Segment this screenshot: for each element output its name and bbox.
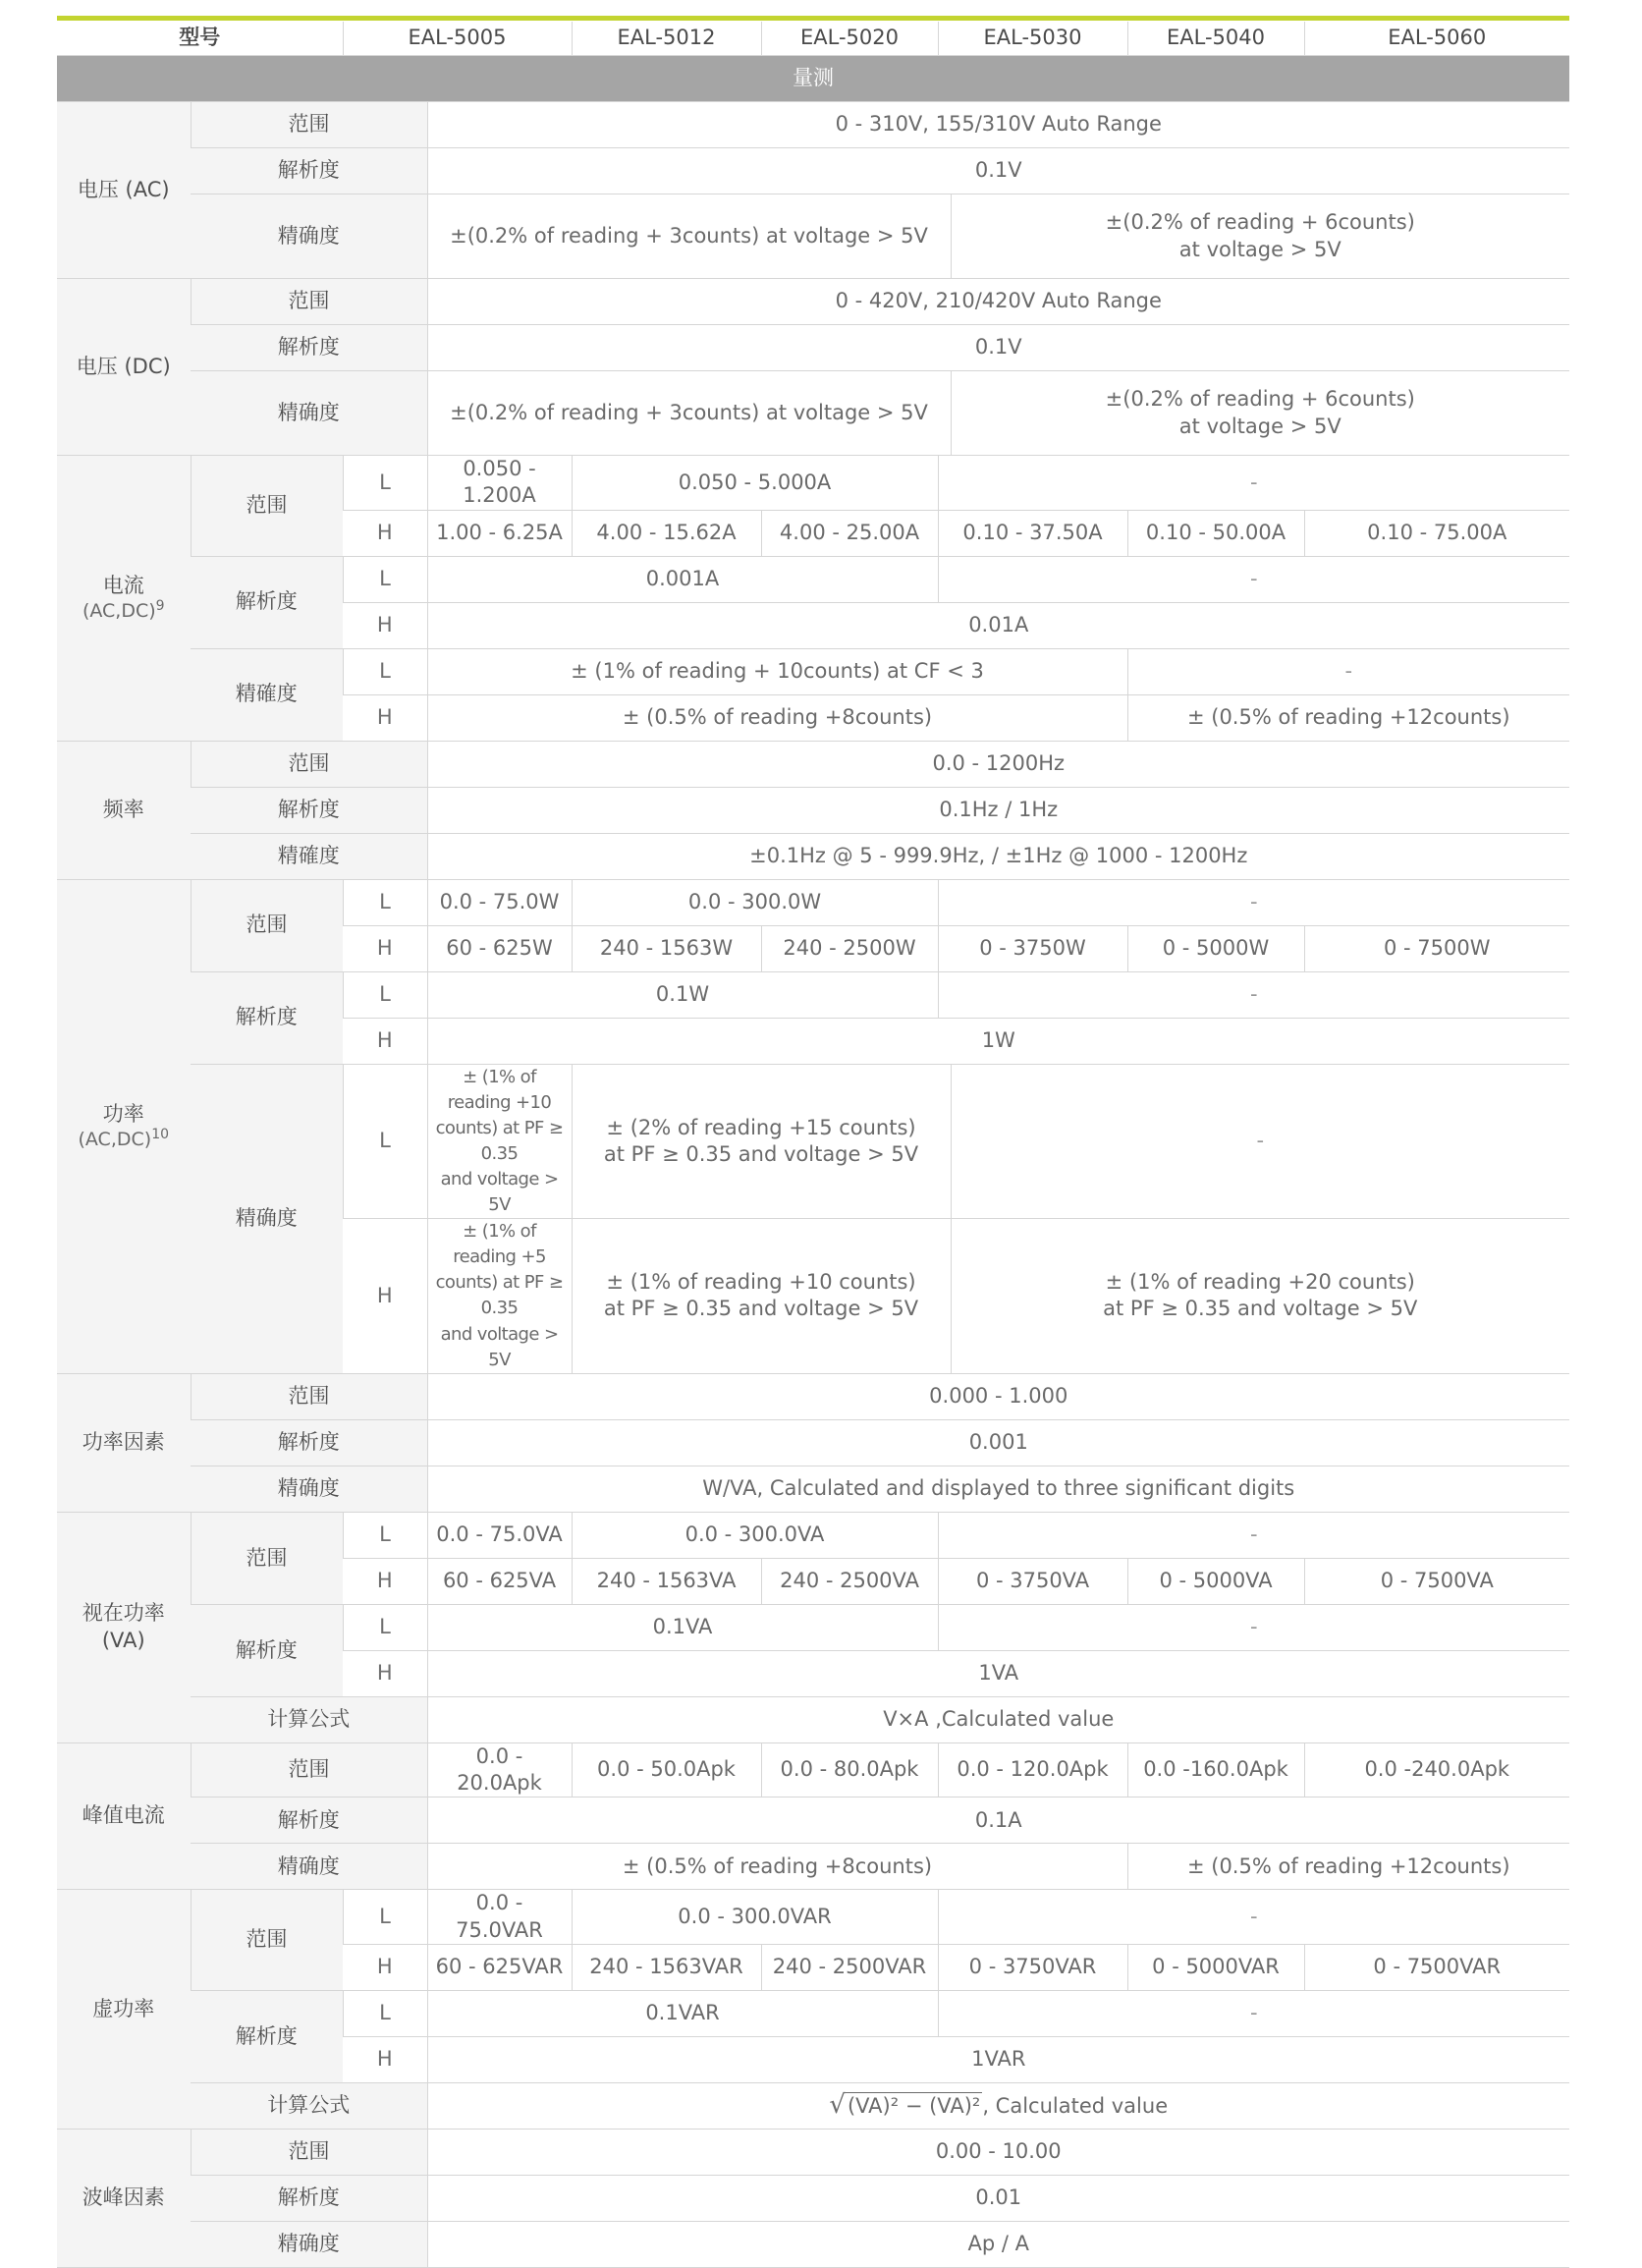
value-cell: - (938, 556, 1569, 602)
category-note-text: (AC,DC) (78, 1128, 152, 1150)
current-acc-l-row (57, 648, 1569, 694)
value-cell: V×A ,Calculated value (427, 1696, 1569, 1742)
param-label: 解析度 (191, 1990, 343, 2082)
param-label: 解析度 (191, 1798, 427, 1844)
value-cell: - (938, 879, 1569, 925)
level-high-label: H (343, 1944, 427, 1990)
value-cell: 0.0 - 50.0Apk (572, 1742, 761, 1798)
param-label: 解析度 (191, 971, 343, 1064)
param-label: 范围 (191, 2129, 427, 2175)
value-cell: 0.0 - 1200Hz (427, 741, 1569, 787)
value-cell: 240 - 1563VA (572, 1558, 761, 1604)
param-label: 精确度 (191, 1466, 427, 1512)
level-low-label: L (343, 1512, 427, 1558)
value-cell: ±(0.2% of reading + 3counts) at voltage > 5V (427, 371, 951, 456)
value-cell: 0 - 420V, 210/420V Auto Range (427, 279, 1569, 325)
value-cell: 0.050 - 1.200A (427, 456, 572, 511)
frequency-accuracy-row (57, 833, 1569, 879)
value-cell: - (938, 1512, 1569, 1558)
value-cell: 0.01 (427, 2175, 1569, 2221)
value-cell: 0 - 7500VAR (1304, 1944, 1569, 1990)
value-cell: 240 - 2500W (761, 925, 938, 971)
power-factor-resolution-row (57, 1419, 1569, 1466)
value-cell: 0 - 3750W (938, 925, 1127, 971)
level-low-label: L (343, 1064, 427, 1219)
reactive-power-formula-row (57, 2082, 1569, 2129)
value-cell: 0 - 7500VA (1304, 1558, 1569, 1604)
value-line: at voltage > 5V (1178, 237, 1341, 261)
level-high-label: H (343, 925, 427, 971)
value-cell: 0 - 5000W (1127, 925, 1304, 971)
category-name: 功率 (102, 1101, 144, 1126)
value-cell: 0.10 - 50.00A (1127, 510, 1304, 556)
value-cell: 60 - 625VAR (427, 1944, 572, 1990)
value-cell: 0.0 - 120.0Apk (938, 1742, 1127, 1798)
level-high-label: H (343, 1650, 427, 1696)
value-cell: 0.0 - 300.0VA (572, 1512, 938, 1558)
value-cell: - (938, 971, 1569, 1018)
value-cell: - (938, 1604, 1569, 1650)
category-label: 电压 (DC) (57, 279, 191, 456)
param-label: 解析度 (191, 787, 427, 833)
level-high-label: H (343, 602, 427, 648)
value-cell: - (951, 1064, 1569, 1219)
value-cell: 0.0 -240.0Apk (1304, 1742, 1569, 1798)
value-line: ± (1% of reading +5 (453, 1221, 546, 1268)
param-label: 精确度 (191, 1064, 343, 1373)
value-cell: 0.0 - 80.0Apk (761, 1742, 938, 1798)
power-res-l-row (57, 971, 1569, 1018)
param-label: 范围 (191, 1890, 343, 1991)
value-cell: 0.0 - 300.0VAR (572, 1890, 938, 1945)
section-title: 量测 (57, 56, 1569, 102)
level-low-label: L (343, 879, 427, 925)
square-root-formula (829, 2089, 982, 2123)
category-label: 视在功率 (VA) (57, 1512, 191, 1742)
param-label: 精确度 (191, 1844, 427, 1890)
frequency-resolution-row (57, 787, 1569, 833)
value-line: at PF ≥ 0.35 and voltage > 5V (603, 1141, 919, 1166)
value-line: counts) at PF ≥ 0.35 (435, 1117, 564, 1164)
category-label: 功率因素 (57, 1373, 191, 1512)
level-high-label: H (343, 510, 427, 556)
section-header-row (57, 56, 1569, 102)
value-cell: - (1127, 648, 1569, 694)
value-line: ± (2% of reading +15 counts) (606, 1115, 916, 1139)
param-label: 范围 (191, 1512, 343, 1604)
value-line: at voltage > 5V (1178, 414, 1341, 438)
param-label: 解析度 (191, 1419, 427, 1466)
value-cell (572, 1064, 951, 1219)
model-name: EAL-5060 (1304, 22, 1569, 56)
crest-factor-range-row (57, 2129, 1569, 2175)
model-name: EAL-5030 (938, 22, 1127, 56)
value-cell: ±0.1Hz @ 5 - 999.9Hz, / ±1Hz @ 1000 - 1200Hz (427, 833, 1569, 879)
voltage-ac-accuracy-row (57, 194, 1569, 279)
category-label: 波峰因素 (57, 2129, 191, 2267)
value-cell: 0.0 - 300.0W (572, 879, 938, 925)
value-cell: 0.000 - 1.000 (427, 1373, 1569, 1419)
power-range-l-row (57, 879, 1569, 925)
value-line: ±(0.2% of reading + 6counts) (1105, 387, 1415, 412)
value-cell: 0.0 - 75.0W (427, 879, 572, 925)
crest-factor-accuracy-row (57, 2221, 1569, 2267)
frequency-range-row (57, 741, 1569, 787)
value-cell: 0.1V (427, 148, 1569, 194)
value-cell: ± (1% of reading + 10counts) at CF < 3 (427, 648, 1127, 694)
power-factor-range-row (57, 1373, 1569, 1419)
current-range-l-row (57, 456, 1569, 511)
param-label: 计算公式 (191, 1696, 427, 1742)
category-label (57, 879, 191, 1373)
level-low-label: L (343, 1604, 427, 1650)
param-label: 解析度 (191, 556, 343, 648)
value-cell: 0.1VAR (427, 1990, 938, 2036)
voltage-dc-accuracy-row (57, 371, 1569, 456)
category-note (61, 1128, 187, 1152)
param-label: 精确度 (191, 371, 427, 456)
formula-radicand: (VA)² − (VA)² (846, 2092, 982, 2120)
square-root-icon: √ (829, 2090, 846, 2120)
peak-current-accuracy-row (57, 1844, 1569, 1890)
category-note (61, 599, 187, 624)
param-label: 范围 (191, 1373, 427, 1419)
value-cell: ± (0.5% of reading +12counts) (1127, 1844, 1569, 1890)
accent-bar (57, 16, 1569, 21)
category-label: 峰值电流 (57, 1742, 191, 1890)
param-label: 范围 (191, 1742, 427, 1798)
value-cell (427, 1064, 572, 1219)
value-cell (951, 371, 1569, 456)
value-cell: 0.1Hz / 1Hz (427, 787, 1569, 833)
value-cell: 0.1V (427, 325, 1569, 371)
value-cell: 0.0 - 75.0VA (427, 1512, 572, 1558)
param-label: 解析度 (191, 148, 427, 194)
value-cell: 0.0 - 20.0Apk (427, 1742, 572, 1798)
value-cell: 0.001A (427, 556, 938, 602)
level-low-label: L (343, 556, 427, 602)
category-name: 电流 (102, 573, 144, 597)
voltage-dc-range-row (57, 279, 1569, 325)
voltage-dc-resolution-row (57, 325, 1569, 371)
level-high-label: H (343, 1018, 427, 1064)
value-cell: 0 - 7500W (1304, 925, 1569, 971)
param-label: 精确度 (191, 194, 427, 279)
voltage-ac-range-row (57, 102, 1569, 148)
voltage-ac-resolution-row (57, 148, 1569, 194)
value-cell: 240 - 1563VAR (572, 1944, 761, 1990)
value-line: ± (1% of reading +10 (447, 1066, 552, 1113)
value-line: at PF ≥ 0.35 and voltage > 5V (1103, 1297, 1418, 1321)
value-line: and voltage > 5V (440, 1323, 559, 1370)
model-header-row (57, 22, 1569, 56)
formula-suffix: , Calculated value (982, 2094, 1169, 2118)
value-cell: 0 - 5000VA (1127, 1558, 1304, 1604)
value-cell: 0.001 (427, 1419, 1569, 1466)
footnote-marker: 10 (151, 1126, 170, 1142)
value-cell: 240 - 1563W (572, 925, 761, 971)
level-low-label: L (343, 1990, 427, 2036)
crest-factor-resolution-row (57, 2175, 1569, 2221)
param-label: 解析度 (191, 1604, 343, 1696)
level-high-label: H (343, 2036, 427, 2082)
model-name: EAL-5005 (343, 22, 572, 56)
value-cell: 0 - 3750VA (938, 1558, 1127, 1604)
param-label: 解析度 (191, 2175, 427, 2221)
footnote-marker: 9 (155, 598, 165, 615)
value-cell: ± (0.5% of reading +8counts) (427, 1844, 1127, 1890)
value-line: at PF ≥ 0.35 and voltage > 5V (603, 1297, 919, 1321)
level-low-label: L (343, 971, 427, 1018)
value-cell: - (938, 1990, 1569, 2036)
value-cell: ±(0.2% of reading + 3counts) at voltage > 5V (427, 194, 951, 279)
value-line: ± (1% of reading +10 counts) (606, 1270, 916, 1295)
apparent-power-formula-row (57, 1696, 1569, 1742)
value-cell: 0 - 5000VAR (1127, 1944, 1304, 1990)
model-name: EAL-5040 (1127, 22, 1304, 56)
param-label: 范围 (191, 279, 427, 325)
spec-table (57, 22, 1569, 2268)
param-label: 范围 (191, 102, 427, 148)
value-line: ±(0.2% of reading + 6counts) (1105, 210, 1415, 235)
value-cell: - (938, 1890, 1569, 1945)
value-line: ± (1% of reading +20 counts) (1105, 1270, 1415, 1295)
value-cell: 0.10 - 75.00A (1304, 510, 1569, 556)
value-cell: - (938, 456, 1569, 511)
value-cell (427, 2082, 1569, 2129)
param-label: 范围 (191, 741, 427, 787)
power-acc-l-row (57, 1064, 1569, 1219)
category-label (57, 456, 191, 742)
value-cell: 0 - 310V, 155/310V Auto Range (427, 102, 1569, 148)
value-cell (951, 1219, 1569, 1374)
param-label: 计算公式 (191, 2082, 427, 2129)
value-cell: 4.00 - 15.62A (572, 510, 761, 556)
category-label: 电压 (AC) (57, 102, 191, 279)
param-label: 精確度 (191, 833, 427, 879)
reactive-power-range-l-row (57, 1890, 1569, 1945)
level-low-label: L (343, 1890, 427, 1945)
level-high-label: H (343, 1558, 427, 1604)
value-cell (951, 194, 1569, 279)
value-cell: Ap / A (427, 2221, 1569, 2267)
value-cell: ± (0.5% of reading +8counts) (427, 694, 1127, 741)
value-cell: 0.050 - 5.000A (572, 456, 938, 511)
peak-current-range-row (57, 1742, 1569, 1798)
param-label: 精確度 (191, 648, 343, 741)
param-label: 范围 (191, 456, 343, 557)
value-cell: 0.0 - 75.0VAR (427, 1890, 572, 1945)
value-cell: 0.0 -160.0Apk (1127, 1742, 1304, 1798)
value-cell: 0.01A (427, 602, 1569, 648)
power-factor-accuracy-row (57, 1466, 1569, 1512)
value-cell (572, 1219, 951, 1374)
value-cell: 4.00 - 25.00A (761, 510, 938, 556)
value-cell: 1W (427, 1018, 1569, 1064)
apparent-power-range-l-row (57, 1512, 1569, 1558)
category-label: 虚功率 (57, 1890, 191, 2130)
value-cell: 1VA (427, 1650, 1569, 1696)
value-line: and voltage > 5V (440, 1168, 559, 1216)
value-cell: ± (0.5% of reading +12counts) (1127, 694, 1569, 741)
value-cell: 60 - 625VA (427, 1558, 572, 1604)
level-high-label: H (343, 694, 427, 741)
value-cell: 0.1W (427, 971, 938, 1018)
value-cell: 0.1A (427, 1798, 1569, 1844)
param-label: 精确度 (191, 2221, 427, 2267)
level-low-label: L (343, 456, 427, 511)
reactive-power-res-l-row (57, 1990, 1569, 2036)
value-cell: 0.00 - 10.00 (427, 2129, 1569, 2175)
level-high-label: H (343, 1219, 427, 1374)
model-label: 型号 (57, 22, 343, 56)
peak-current-resolution-row (57, 1798, 1569, 1844)
value-cell: 240 - 2500VAR (761, 1944, 938, 1990)
value-cell: 1.00 - 6.25A (427, 510, 572, 556)
model-name: EAL-5012 (572, 22, 761, 56)
level-low-label: L (343, 648, 427, 694)
current-res-l-row (57, 556, 1569, 602)
apparent-power-res-l-row (57, 1604, 1569, 1650)
value-cell: 240 - 2500VA (761, 1558, 938, 1604)
param-label: 范围 (191, 879, 343, 971)
param-label: 解析度 (191, 325, 427, 371)
value-cell (427, 1219, 572, 1374)
value-cell: 1VAR (427, 2036, 1569, 2082)
model-name: EAL-5020 (761, 22, 938, 56)
value-cell: 0 - 3750VAR (938, 1944, 1127, 1990)
value-cell: 0.10 - 37.50A (938, 510, 1127, 556)
value-cell: 60 - 625W (427, 925, 572, 971)
category-note-text: (AC,DC) (82, 600, 156, 623)
value-line: counts) at PF ≥ 0.35 (435, 1272, 564, 1319)
value-cell: 0.1VA (427, 1604, 938, 1650)
value-cell: W/VA, Calculated and displayed to three significant digits (427, 1466, 1569, 1512)
category-label: 频率 (57, 741, 191, 879)
